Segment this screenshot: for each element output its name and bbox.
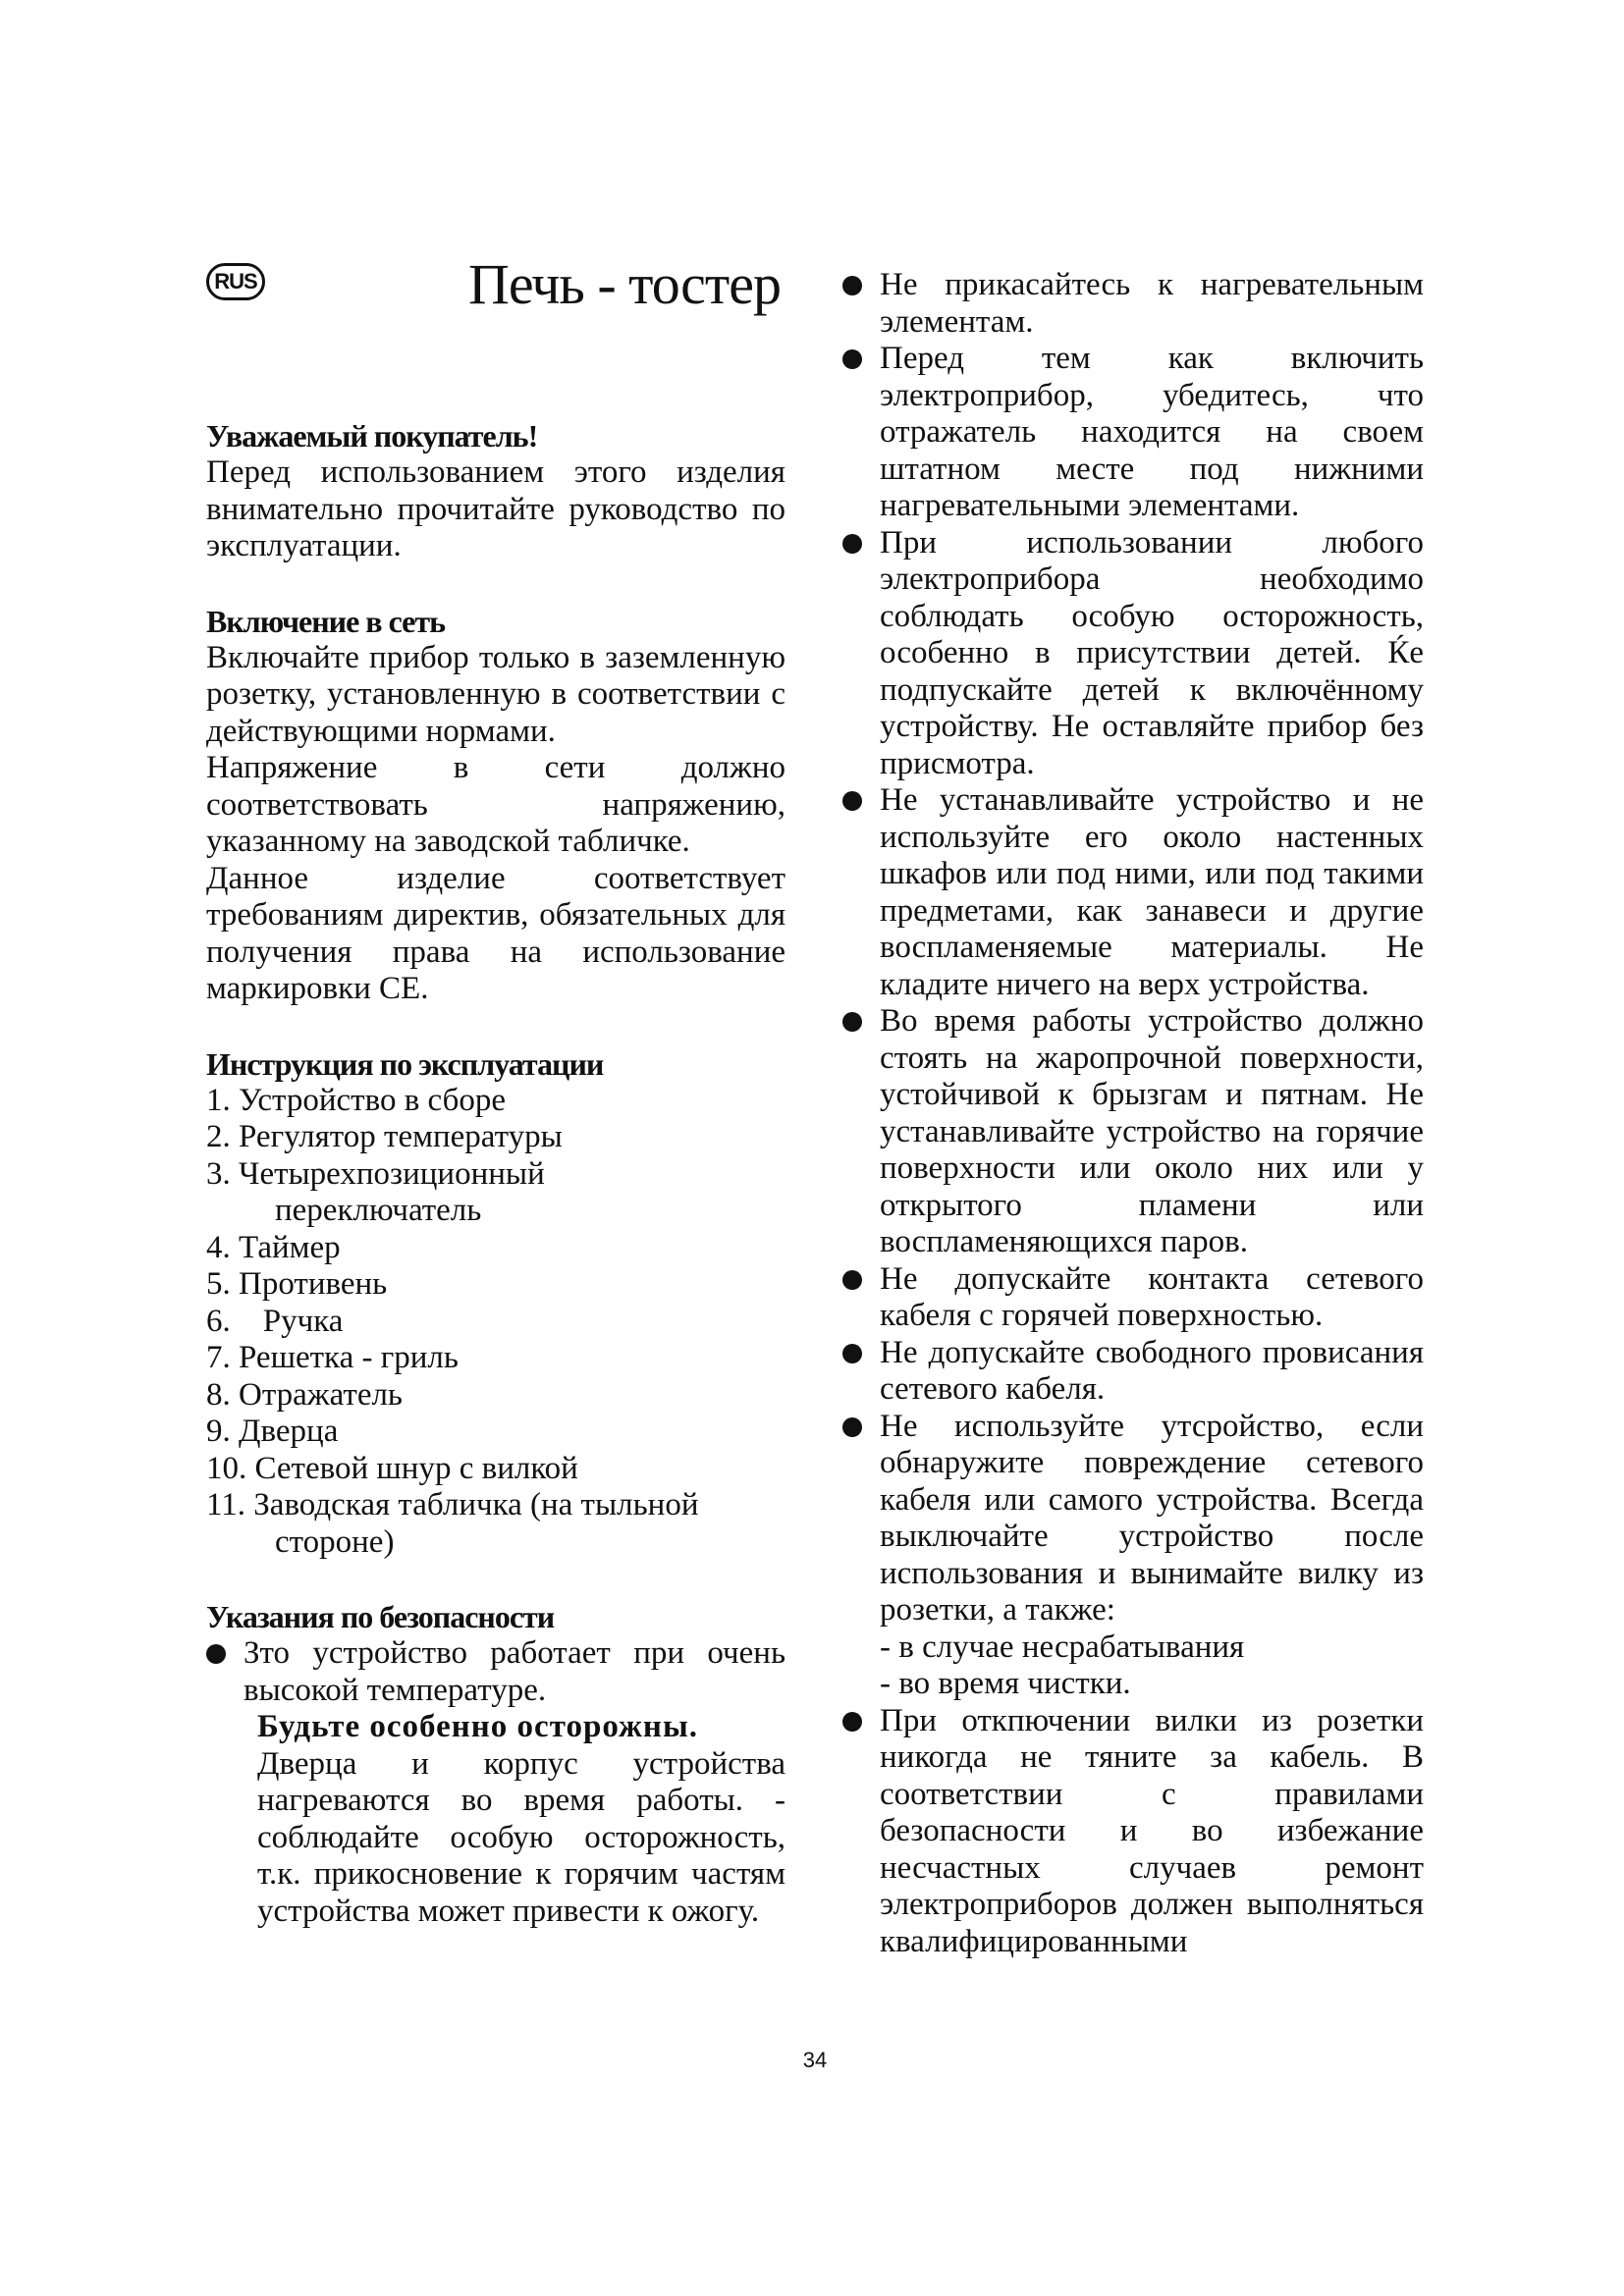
parts-list — [206, 1083, 785, 1562]
parts-list-item: 3. Четырехпозиционный — [206, 1155, 545, 1192]
warning-continuation: Дверца и корпус устройства нагреваются во время работы. - соблюдайте особую осторожность, т.к. прикосновение к горячим частям устройства может привести к ожогу. — [257, 1745, 785, 1929]
safety-bullets — [842, 267, 1424, 1960]
safety-bullet — [842, 525, 1424, 783]
bullet-text: При откпючении вилки из розетки никогда не тяните за кабель. В соответствии с правилами безопасности и во избежание несчастных случаев ремонт электроприборов должен выполняться квалифицированными — [880, 1702, 1424, 1959]
bullet-text: Не допускайте контакта сетевого кабеля с горячей поверхностью. — [880, 1260, 1424, 1333]
language-badge: RUS — [206, 263, 265, 300]
bullet-dot-icon — [842, 791, 862, 811]
safety-bullet — [842, 1409, 1424, 1703]
greeting-heading: Уважаемый покупатель! — [206, 418, 538, 454]
safety-warning-block — [206, 1709, 785, 1930]
page-number: 34 — [802, 2048, 828, 2072]
bullet-dot-icon — [842, 276, 862, 295]
bullet-sub-item: - в случае несрабатывания — [880, 1629, 1245, 1665]
instructions-heading: Инструкция по эксплуатации — [206, 1045, 604, 1082]
safety-bullet — [842, 782, 1424, 1003]
power-paragraph-2: Напряжение в сети должно соответствовать напряжению, указанному на заводской табличке. — [206, 750, 785, 859]
bullet-dot-icon — [842, 1417, 862, 1437]
safety-bullet — [842, 267, 1424, 341]
bullet-dot-icon — [842, 534, 862, 554]
bullet-dot-icon — [842, 349, 862, 369]
safety-bullet — [842, 1261, 1424, 1335]
safety-bullet — [842, 1335, 1424, 1409]
parts-list-item: 7. Решетка - гриль — [206, 1340, 459, 1375]
parts-list-item: 8. Отражатель — [206, 1376, 403, 1413]
bullet-sub-item: - во время чистки. — [880, 1666, 1131, 1701]
bullet-dot-icon — [842, 1012, 862, 1032]
parts-list-item: 6. Ручка — [206, 1303, 344, 1339]
bullet-text: При использовании любого электроприбора необходимо соблюдать особую осторожность, особенно в присутствии детей. Ќе подпускайте детей к включённому устройству. Не оставляйте прибор без присмотра. — [880, 524, 1424, 781]
right-column — [842, 267, 1424, 1960]
bullet-dot-icon — [842, 1344, 862, 1363]
parts-list-item-continuation: переключатель — [275, 1193, 482, 1228]
parts-list-item: 4. Таймер — [206, 1229, 341, 1265]
greeting-text: Перед использованием этого изделия внимательно прочитайте руководство по эксплуатации. — [206, 454, 785, 563]
left-column — [206, 417, 785, 1930]
bullet-text: Во время работы устройство должно стоять на жаропрочной поверхности, устойчивой к брызгам и пятнам. Не устанавливайте устройство на горячие поверхности или около них или у открытого пламени или воспламеняющихся паров. — [880, 1003, 1424, 1259]
parts-list-item: 5. Противень — [206, 1266, 388, 1302]
parts-list-item: 9. Дверца — [206, 1414, 339, 1449]
bullet-text: Не используйте утсройство, если обнаружите повреждение сетевого кабеля или самого устройства. Всегда выключайте устройство после использования и вынимайте вилку из розетки, а также: — [880, 1408, 1424, 1628]
page-title: Печь - тостер — [468, 252, 781, 316]
safety-heading: Указания по безопасности — [206, 1599, 555, 1634]
parts-list-item: 11. Заводская табличка (на тыльной — [206, 1487, 699, 1522]
power-paragraph-3: Данное изделие соответствует требованиям директив, обязательных для получения права на использование маркировки CE. — [206, 860, 785, 1006]
parts-list-item: 1. Устройство в сборе — [206, 1082, 507, 1118]
safety-bullet — [206, 1635, 785, 1709]
parts-list-item: 2. Регулятор температуры — [206, 1119, 563, 1154]
bullet-dot-icon — [842, 1712, 862, 1732]
bullet-text: Не допускайте свободного провисания сетевого кабеля. — [880, 1334, 1424, 1407]
warning-text: Будьте особенно осторожны. — [257, 1709, 698, 1744]
safety-bullet — [842, 1003, 1424, 1261]
bullet-dot-icon — [842, 1270, 862, 1290]
safety-bullet — [842, 1703, 1424, 1961]
parts-list-item: 10. Сетевой шнур с вилкой — [206, 1450, 578, 1486]
parts-list-item-continuation: стороне) — [275, 1523, 395, 1560]
bullet-text: Перед тем как включить электроприбор, убедитесь, что отражатель находится на своем штатном месте под нижними нагревательными элементами. — [880, 341, 1424, 523]
bullet-text: Зто устройство работает при очень высокой температуре. — [244, 1635, 785, 1708]
bullet-text: Не прикасайтесь к нагревательным элементам. — [880, 267, 1424, 340]
power-paragraph-1: Включайте прибор только в заземленную розетку, установленную в соответствии с действующими нормами. — [206, 639, 785, 749]
power-heading: Включение в сеть — [206, 603, 446, 639]
bullet-text: Не устанавливайте устройство и не используйте его около настенных шкафов или под ними, или под такими предметами, как занавеси и другие воспламеняемые материалы. Не кладите ничего на верх устройства. — [880, 782, 1424, 1002]
bullet-dot-icon — [206, 1644, 226, 1664]
safety-bullet — [842, 341, 1424, 525]
